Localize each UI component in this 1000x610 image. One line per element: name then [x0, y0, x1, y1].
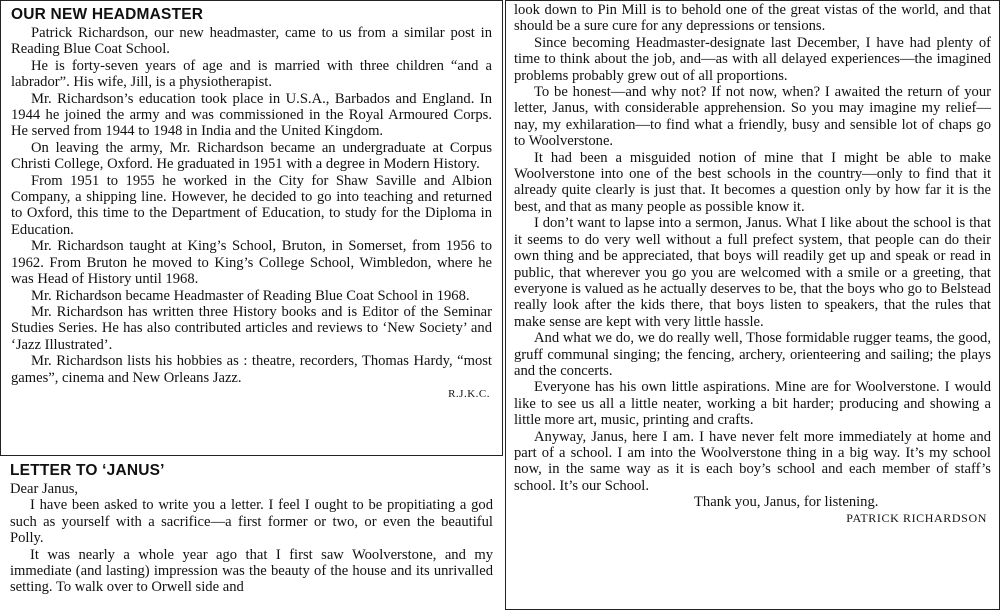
- headmaster-article: [0, 0, 503, 456]
- letter-article-continued: [505, 0, 1000, 610]
- article-paragraph: Mr. Richardson’s education took place in U.S.A., Barbados and England. In 1944 he joined the army and was commissioned in the Royal Armoured Corps. He served from 1944 to 1948 in India and the United Kingdom.: [11, 90, 492, 140]
- article-paragraph: Patrick Richardson, our new headmaster, came to us from a similar post in Reading Blue Coat School.: [11, 25, 492, 58]
- letter-signature: PATRICK RICHARDSON: [846, 510, 987, 525]
- letter-paragraph: Everyone has his own little aspirations. Mine are for Woolverstone. I would like to see us all a little neater, working a bit harder; producing and showing a little more art, music, printing and crafts.: [514, 379, 991, 429]
- article-paragraph: On leaving the army, Mr. Richardson became an undergraduate at Corpus Christi College, Oxford. He graduated in 1951 with a degree in Modern History.: [11, 139, 492, 173]
- letter-paragraph: Since becoming Headmaster-designate last December, I have had plenty of time to think about the job, and—as with all delayed experiences—the imagined problems probably grew out of all proportions.: [514, 34, 991, 84]
- article-paragraph: Mr. Richardson has written three History books and is Editor of the Seminar Studies Series. He has also contributed articles and reviews to ‘New Society’ and ‘Jazz Illustrated’.: [11, 303, 492, 353]
- article-title: OUR NEW HEADMASTER: [11, 6, 204, 23]
- letter-paragraph: I have been asked to write you a letter. I feel I ought to be propitiating a god such as yourself with a sacrifice—a first former or two, or even the beautiful Polly.: [10, 497, 493, 547]
- article-paragraph: Mr. Richardson taught at King’s School, Bruton, in Somerset, from 1956 to 1962. From Bruton he moved to King’s College School, Wimbledon, where he was Head of History until 1968.: [11, 238, 492, 288]
- letter-closing: Thank you, Janus, for listening.: [694, 494, 879, 511]
- article-paragraph: He is forty-seven years of age and is married with three children “and a labrador”. His wife, Jill, is a physiotherapist.: [11, 57, 492, 91]
- letter-paragraph: To be honest—and why not? If not now, when? I awaited the return of your letter, Janus, with considerable apprehension. So you may imagine my relief—nay, my exhilaration—to find what a friendly, busy and sensible lot of chaps go to Woolverstone.: [514, 84, 991, 150]
- article-paragraph: From 1951 to 1955 he worked in the City for Shaw Saville and Albion Company, a shipping line. However, he decided to go into teaching and returned to Oxford, this time to the Department of Education, to study for the Diploma in Education.: [11, 172, 492, 238]
- article-paragraph: Mr. Richardson lists his hobbies as : theatre, recorders, Thomas Hardy, “most games”, cinema and New Orleans Jazz.: [11, 353, 492, 386]
- letter-paragraph: Anyway, Janus, here I am. I have never felt more immediately at home and part of a school. I am into the Woolverstone thing in a big way. It’s my school now, in the same way as it is each boy’s school and each member of staff’s school. It’s our School.: [514, 428, 991, 494]
- author-initials: R.J.K.C.: [448, 387, 490, 400]
- letter-paragraph: It was nearly a whole year ago that I first saw Woolverstone, and my immediate (and lasting) impression was the beauty of the house and its unrivalled setting. To walk over to Orwell side and: [10, 546, 493, 596]
- article-paragraph: Mr. Richardson became Headmaster of Reading Blue Coat School in 1968.: [31, 287, 470, 304]
- letter-article-start: [0, 458, 503, 610]
- letter-paragraph: I don’t want to lapse into a sermon, Janus. What I like about the school is that it seems to do very well without a full prefect system, that people can do their own thing and be appreciated, that boys will readily get up and speak or read in public, that wherever you go you are welcomed with a smile or a greeting, that everyone is valued as he actually deserves to be, that the boys who go to Belstead really look after the kids there, that boys listen to speakers, that the rules that make sense are kept with very little hassle.: [514, 215, 991, 330]
- letter-paragraph: And what we do, we do really well, Those formidable rugger teams, the good, gruff communal singing; the fencing, archery, orienteering and sailing; the plays and the concerts.: [514, 330, 991, 379]
- letter-title: LETTER TO ‘JANUS’: [10, 462, 165, 479]
- letter-salutation: Dear Janus,: [10, 481, 79, 497]
- letter-continuation: look down to Pin Mill is to behold one of the great vistas of the world, and that should be a sure cure for any depressions or tensions.: [514, 2, 991, 35]
- letter-paragraph: It had been a misguided notion of mine that I might be able to make Woolverstone into one of the best schools in the country—only to find that it already quite clearly is just that. It becomes a question only by how far it is the best, and that as many people as possible know it.: [514, 149, 991, 215]
